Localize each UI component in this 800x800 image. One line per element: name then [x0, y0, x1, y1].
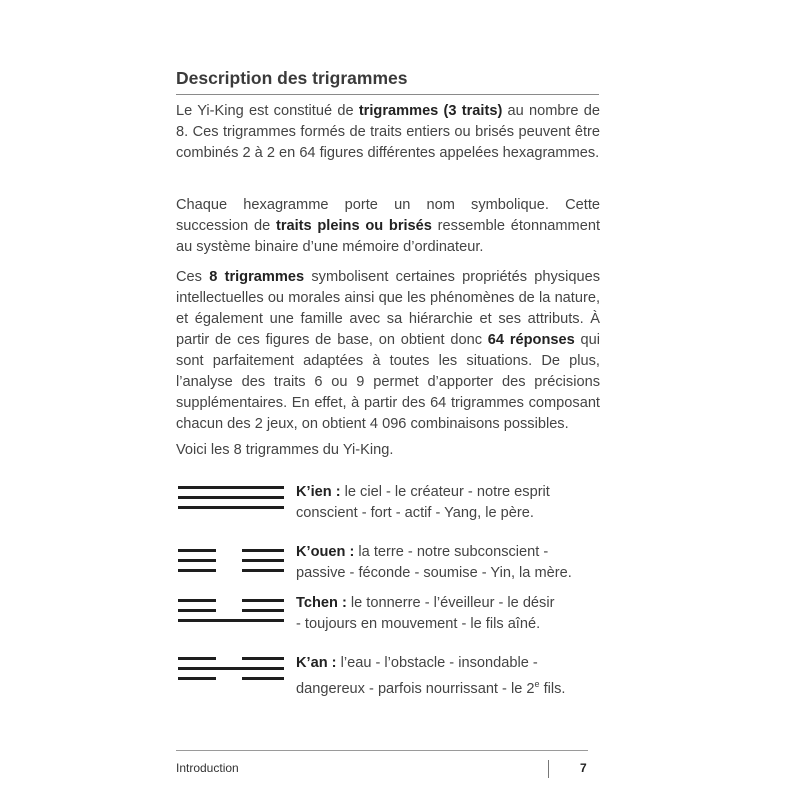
trigram-line-broken-left: [178, 569, 216, 572]
superscript: e: [534, 679, 540, 689]
text-run: - toujours en mouvement - le fils aîné.: [296, 616, 541, 632]
trigram-line-broken-left: [178, 549, 216, 552]
text-run: ressemble étonnamment au système binaire d’une mémoire d’ordinateur.: [176, 218, 600, 255]
bold-run: trigrammes (3 traits): [358, 103, 503, 119]
trigram-symbol-tchen: [178, 599, 284, 639]
footer-divider: [176, 750, 588, 751]
trigram-line-full: [178, 619, 284, 622]
trigram-line-broken-right: [242, 559, 284, 562]
trigram-name: K’ouen :: [296, 544, 355, 560]
trigram-line-broken-left: [178, 657, 216, 660]
section-title: Description des trigrammes: [176, 68, 408, 88]
text-run: symbolisent certaines propriétés physiques intellectuelles ou morales ainsi que les phénomènes de la nature, et également une famille avec sa hiérarchie et ses attributs. À partir de ces figures de base, on obtient donc: [176, 269, 600, 348]
trigram-line-broken-left: [178, 609, 216, 612]
text-run: Le Yi-King est constitué de: [176, 103, 359, 119]
text-run: Ces: [176, 269, 210, 285]
trigram-symbol-kan: [178, 657, 284, 697]
trigram-name: Tchen :: [296, 595, 347, 611]
bold-run: 64 réponses: [487, 332, 575, 348]
text-run: le tonnerre - l’éveilleur - le désir: [346, 595, 555, 611]
trigram-line-broken-right: [242, 599, 284, 602]
trigram-description-kouen: [296, 542, 606, 584]
text-run: au nombre de 8. Ces trigrammes formés de traits entiers ou brisés peuvent être combinés 2 à 2 en 64 figures différentes appelées hexagrammes.: [176, 103, 600, 161]
trigram-description-kan: [296, 653, 606, 700]
text-run: passive - féconde - soumise - Yin, la mère.: [296, 565, 572, 581]
trigram-line-full: [178, 506, 284, 509]
trigram-line-full: [178, 486, 284, 489]
text-run: qui sont parfaitement adaptées à toutes les situations. De plus, l’analyse des traits 6 ou 9 permet d’apporter des précisions supplémentaires. En effet, à partir des 64 trigrammes composant chacun des 2 jeux, on obtient 4 096 combinaisons possibles.: [176, 332, 600, 432]
trigram-symbol-kien: [178, 486, 284, 526]
trigram-line-broken-left: [178, 599, 216, 602]
text-run: conscient - fort - actif - Yang, le père.: [296, 505, 534, 521]
trigram-line-broken-right: [242, 569, 284, 572]
footer-section-label: Introduction: [176, 761, 239, 775]
bold-run: 8 trigrammes: [209, 269, 305, 285]
trigram-description-tchen: [296, 593, 606, 635]
text-run: la terre - notre subconscient -: [354, 544, 549, 560]
text-run: le ciel - le créateur - notre esprit: [340, 484, 550, 500]
trigram-symbol-kouen: [178, 549, 284, 589]
trigram-name: K’ien :: [296, 484, 341, 500]
trigram-line-broken-right: [242, 549, 284, 552]
paragraph-hexagram: [176, 195, 600, 258]
page-number: 7: [580, 761, 587, 775]
trigram-line-broken-right: [242, 657, 284, 660]
trigram-line-full: [178, 667, 284, 670]
text-run: fils.: [539, 680, 566, 697]
trigram-line-broken-right: [242, 609, 284, 612]
text-run: l’eau - l’obstacle - insondable -: [336, 655, 538, 671]
trigram-line-broken-left: [178, 677, 216, 680]
trigram-line-full: [178, 496, 284, 499]
footer-separator: [548, 760, 549, 778]
bold-run: traits pleins ou brisés: [275, 218, 432, 234]
trigram-description-kien: [296, 482, 606, 524]
trigram-name: K’an :: [296, 655, 337, 671]
paragraph-properties: [176, 267, 600, 435]
trigram-line-broken-right: [242, 677, 284, 680]
paragraph-intro: [176, 101, 600, 164]
trigram-line-broken-left: [178, 559, 216, 562]
paragraph-list-intro: Voici les 8 trigrammes du Yi-King.: [176, 442, 394, 458]
text-run: dangereux - parfois nourrissant - le 2: [296, 680, 535, 697]
text-run: Chaque hexagramme porte un nom symbolique. Cette succession de: [176, 197, 600, 234]
title-divider: [176, 94, 599, 95]
